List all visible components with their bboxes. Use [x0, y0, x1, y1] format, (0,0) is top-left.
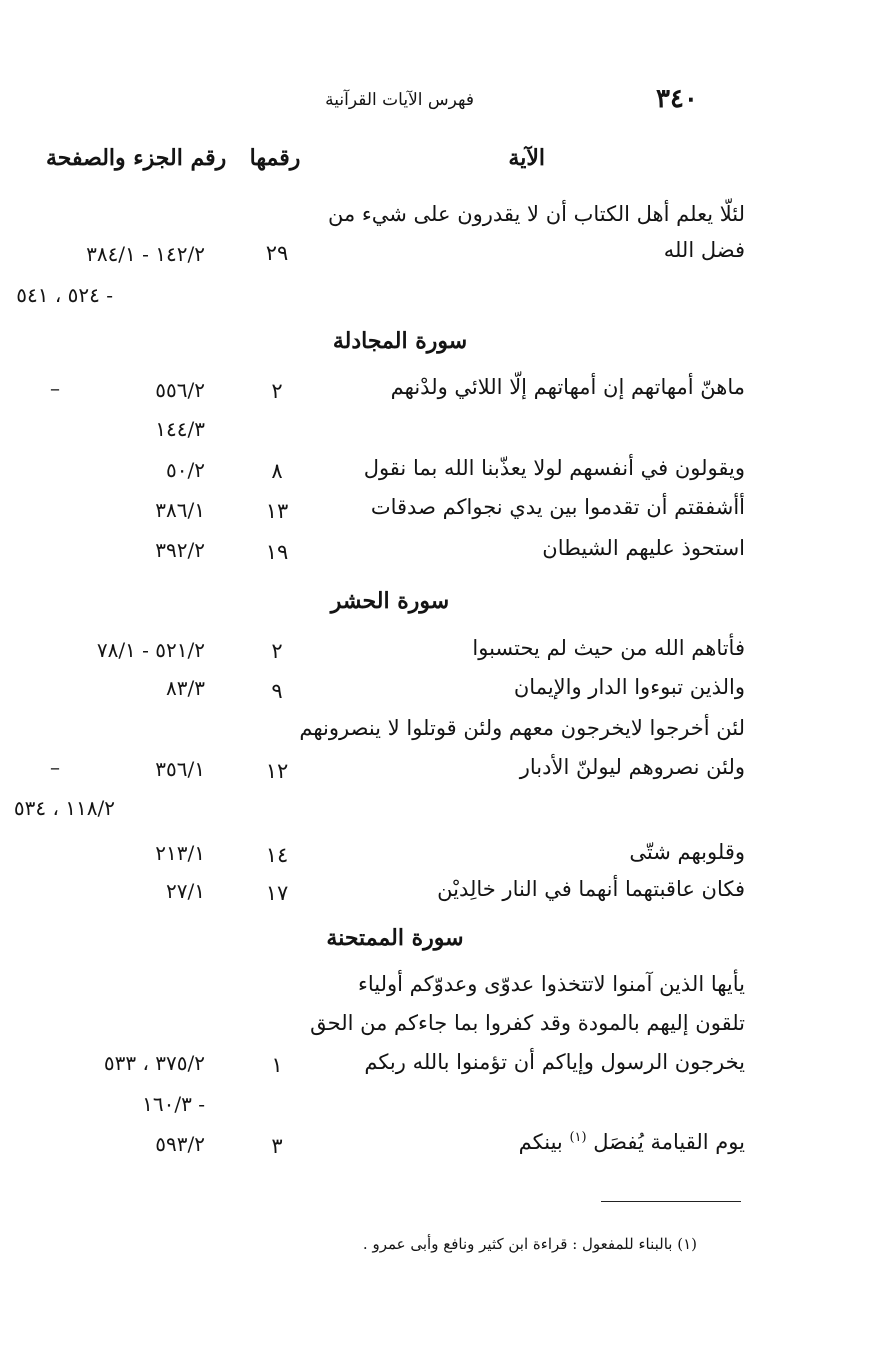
- continuation-dash: –: [50, 755, 60, 779]
- page-reference: ٥٠/٢: [166, 458, 205, 482]
- surah-heading: سورة المجادلة: [332, 328, 468, 354]
- footnote-separator: [601, 1201, 741, 1202]
- verse-number: ١٧: [265, 881, 289, 905]
- footnote-marker: (١): [569, 1130, 587, 1145]
- verse-text: وقلوبهم شتّى: [629, 840, 745, 864]
- verse-number: ٢٩: [265, 241, 289, 265]
- page-reference: ١٤٢/٢ - ٣٨٤/١: [86, 242, 205, 266]
- verse-text: ماهنّ أمهاتهم إن أمهاتهم إلّا اللائي ولدْنهم: [390, 375, 745, 399]
- page-reference: ٥٢١/٢ - ٧٨/١: [96, 638, 205, 662]
- surah-heading: سورة الحشر: [330, 588, 450, 614]
- page-reference: ٨٣/٣: [166, 676, 205, 700]
- verse-number: ١٢: [265, 759, 289, 783]
- verse-text-part: بينكم: [518, 1130, 563, 1154]
- page-reference: ٣٧٥/٢ ، ٥٣٣: [103, 1051, 205, 1075]
- page-reference: ٢١٣/١: [155, 841, 205, 865]
- verse-text: أأشفقتم أن تقدموا بين يدي نجواكم صدقات: [370, 495, 745, 519]
- verse-number: ١٤: [265, 843, 289, 867]
- page-reference: - ٥٢٤ ، ٥٤١: [16, 283, 113, 307]
- verse-text: ولئن نصروهم ليولنّ الأدبار: [519, 755, 745, 779]
- page-reference: ٢٧/١: [166, 879, 205, 903]
- continuation-dash: –: [50, 376, 60, 400]
- verse-number: ٢: [271, 379, 283, 403]
- verse-text: ويقولون في أنفسهم لولا يعذّبنا الله بما نقول: [363, 456, 745, 480]
- verse-number: ٩: [271, 679, 283, 703]
- verse-text: يخرجون الرسول وإياكم أن تؤمنوا بالله ربكم: [364, 1050, 745, 1074]
- verse-number: ١٩: [265, 540, 289, 564]
- column-header-number: رقمها: [249, 145, 301, 171]
- verse-number: ٨: [271, 459, 283, 483]
- page-reference: ١٤٤/٣: [155, 417, 205, 441]
- verse-text: استحوذ عليهم الشيطان: [542, 536, 745, 560]
- verse-text: فأتاهم الله من حيث لم يحتسبوا: [472, 636, 745, 660]
- verse-number: ٢: [271, 639, 283, 663]
- column-header-reference: رقم الجزء والصفحة: [46, 145, 227, 171]
- page-reference: - ١٦٠/٣: [142, 1092, 205, 1116]
- verse-number: ١: [271, 1053, 283, 1077]
- running-title: فهرس الآيات القرآنية: [325, 90, 474, 110]
- column-header-verse: الآية: [508, 145, 545, 171]
- page-reference: ٣٥٦/١: [155, 757, 205, 781]
- verse-text: لئن أخرجوا لايخرجون معهم ولئن قوتلوا لا ينصرونهم: [299, 716, 745, 740]
- verse-text: تلقون إليهم بالمودة وقد كفروا بما جاءكم من الحق: [310, 1011, 745, 1035]
- verse-text: [519, 1132, 745, 1153]
- verse-number: ١٣: [265, 499, 289, 523]
- page-reference: ٣٩٢/٢: [155, 538, 205, 562]
- verse-text: يأيها الذين آمنوا لاتتخذوا عدوّى وعدوّكم أولياء: [357, 972, 745, 996]
- page-reference: ٥٩٣/٢: [155, 1132, 205, 1156]
- verse-text-part: يوم القيامة يُفصَل: [593, 1130, 745, 1154]
- footnote: (١) بالبناء للمفعول : قراءة ابن كثير ونافع وأبى عمرو .: [362, 1235, 697, 1253]
- page-number: ٣٤٠: [656, 84, 698, 114]
- verse-text: فضل الله: [663, 238, 745, 262]
- verse-number: ٣: [271, 1134, 283, 1158]
- verse-text: فكان عاقبتهما أنهما في النار خالِديْن: [437, 877, 745, 901]
- verse-text: لئلّا يعلم أهل الكتاب أن لا يقدرون على شيء من: [327, 202, 745, 226]
- surah-heading: سورة الممتحنة: [326, 925, 464, 951]
- page-reference: ٣٨٦/١: [155, 498, 205, 522]
- page-reference: ٥٥٦/٢: [155, 378, 205, 402]
- page-reference: ١١٨/٢ ، ٥٣٤: [13, 796, 115, 820]
- verse-text: والذين تبوءوا الدار والإيمان: [513, 675, 745, 699]
